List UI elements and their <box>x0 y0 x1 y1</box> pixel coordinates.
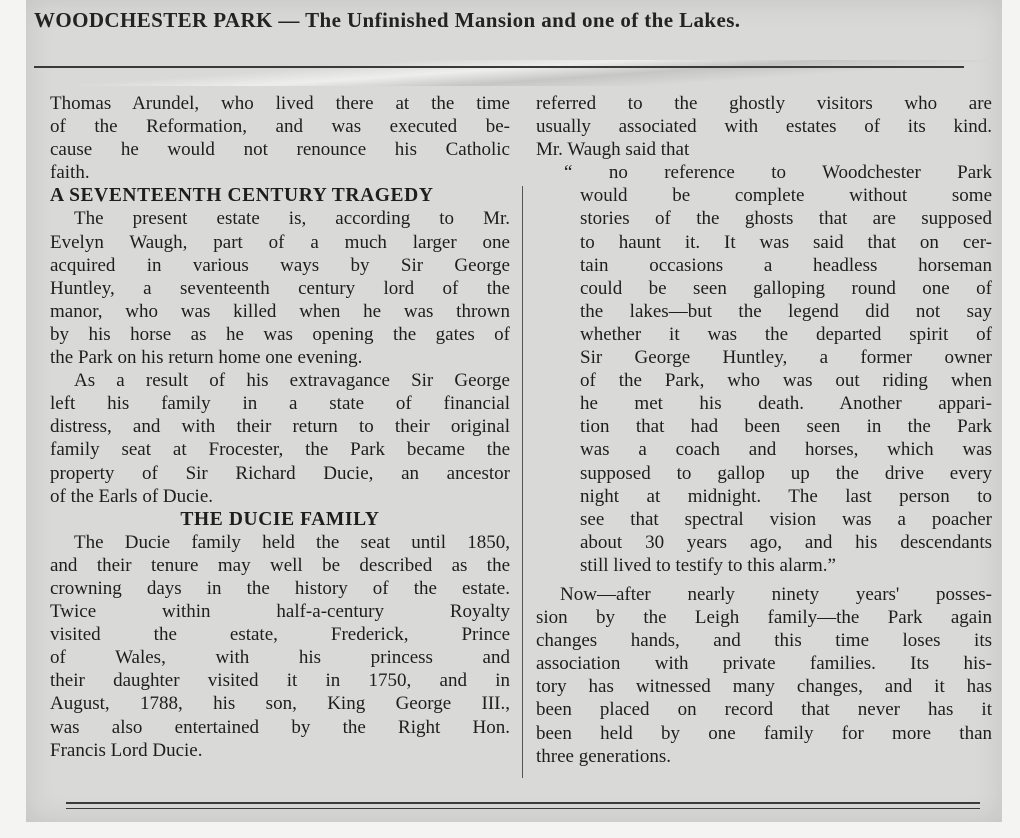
text-line: would be complete without some <box>580 185 992 207</box>
text-line: faith. <box>50 162 90 184</box>
text-line: been held by one family for more than <box>536 722 992 744</box>
text-line: manor, who was killed when he was thrown <box>50 300 510 322</box>
text-line: The present estate is, according to Mr. <box>74 208 510 230</box>
text-line: Francis Lord Ducie. <box>50 739 203 761</box>
text-line: Evelyn Waugh, part of a much larger one <box>50 231 510 253</box>
text-line: the lakes—but the legend did not say <box>580 300 992 322</box>
article-headline: WOODCHESTER PARK — The Unfinished Mansion and one of the Lakes. <box>34 8 741 32</box>
intro-paragraph <box>536 92 992 161</box>
text-line: supposed to gallop up the drive every <box>580 462 992 484</box>
text-line: referred to the ghostly visitors who are <box>536 93 992 114</box>
text-line: distress, and with their return to their original <box>50 416 510 438</box>
text-line: the Park on his return home one evening. <box>50 347 363 369</box>
intro-paragraph <box>50 92 510 184</box>
footer-rule <box>66 802 980 804</box>
text-line: association with private families. Its his- <box>536 653 992 675</box>
text-line: was also entertained by the Right Hon. <box>50 716 510 738</box>
text-line: tion that had been seen in the Park <box>580 416 992 438</box>
paragraph-extravagance <box>50 369 510 508</box>
text-line: their daughter visited it in 1750, and in <box>50 670 510 692</box>
text-line: The Ducie family held the seat until 1850, <box>74 531 510 553</box>
column-divider <box>522 186 523 778</box>
text-line: crowning days in the history of the estate. <box>50 577 510 599</box>
text-line: left his family in a state of financial <box>50 393 510 415</box>
text-line: night at midnight. The last person to <box>580 485 992 507</box>
text-line: by his horse as he was opening the gates of <box>50 323 510 345</box>
text-line: Thomas Arundel, who lived there at the time <box>50 93 510 114</box>
text-line: August, 1788, his son, King George III., <box>50 693 510 715</box>
text-line: As a result of his extravagance Sir George <box>74 370 510 392</box>
text-line: tory has witnessed many changes, and it has <box>536 676 992 698</box>
text-line: see that spectral vision was a poacher <box>580 508 992 530</box>
text-line: to haunt it. It was said that on cer- <box>580 231 992 253</box>
block-quote <box>536 161 992 577</box>
footer-rule-thin <box>66 808 980 809</box>
text-line: property of Sir Richard Ducie, an ancestor <box>50 462 510 484</box>
text-line: still lived to testify to this alarm.” <box>580 554 836 576</box>
text-line: usually associated with estates of its kind. <box>536 116 992 138</box>
text-line: Huntley, a seventeenth century lord of the <box>50 277 510 299</box>
text-line: tain occasions a headless horseman <box>580 254 992 276</box>
text-line: family seat at Frocester, the Park became the <box>50 439 510 461</box>
paragraph-estate <box>50 207 510 369</box>
text-line: Mr. Waugh said that <box>536 139 690 161</box>
text-line: cause he would not renounce his Catholic <box>50 139 510 161</box>
text-line: sion by the Leigh family—the Park again <box>536 607 992 629</box>
headline-rule <box>34 66 964 68</box>
text-line: Twice within half-a-century Royalty <box>50 601 510 623</box>
text-line: he met his death. Another appari- <box>580 393 992 415</box>
text-line: and their tenure may well be described as the <box>50 554 510 576</box>
text-line: “ no reference to Woodchester Park <box>564 162 992 184</box>
paragraph-leigh-family <box>536 583 992 768</box>
text-line: could be seen galloping round one of <box>580 277 992 299</box>
text-line: of the Park, who was out riding when <box>580 370 992 392</box>
subheading-tragedy: A SEVENTEENTH CENTURY TRAGEDY <box>50 185 434 207</box>
text-line: acquired in various ways by Sir George <box>50 254 510 276</box>
text-line: Sir George Huntley, a former owner <box>580 347 992 369</box>
left-column <box>50 92 510 762</box>
text-line: of the Reformation, and was executed be- <box>50 116 510 138</box>
text-line: was a coach and horses, which was <box>580 439 992 461</box>
right-column <box>536 92 992 768</box>
text-line: Now—after nearly ninety years' posses- <box>560 583 992 605</box>
text-line: been placed on record that never has it <box>536 699 992 721</box>
text-line: visited the estate, Frederick, Prince <box>50 624 510 646</box>
paragraph-ducie <box>50 531 510 762</box>
subheading-ducie-family: THE DUCIE FAMILY <box>180 508 380 530</box>
text-line: of Wales, with his princess and <box>50 647 510 669</box>
text-line: of the Earls of Ducie. <box>50 485 214 507</box>
text-line: stories of the ghosts that are supposed <box>580 208 992 230</box>
text-line: changes hands, and this time loses its <box>536 630 992 652</box>
text-line: three generations. <box>536 745 672 767</box>
text-line: about 30 years ago, and his descendants <box>580 531 992 553</box>
text-line: whether it was the departed spirit of <box>580 323 992 345</box>
